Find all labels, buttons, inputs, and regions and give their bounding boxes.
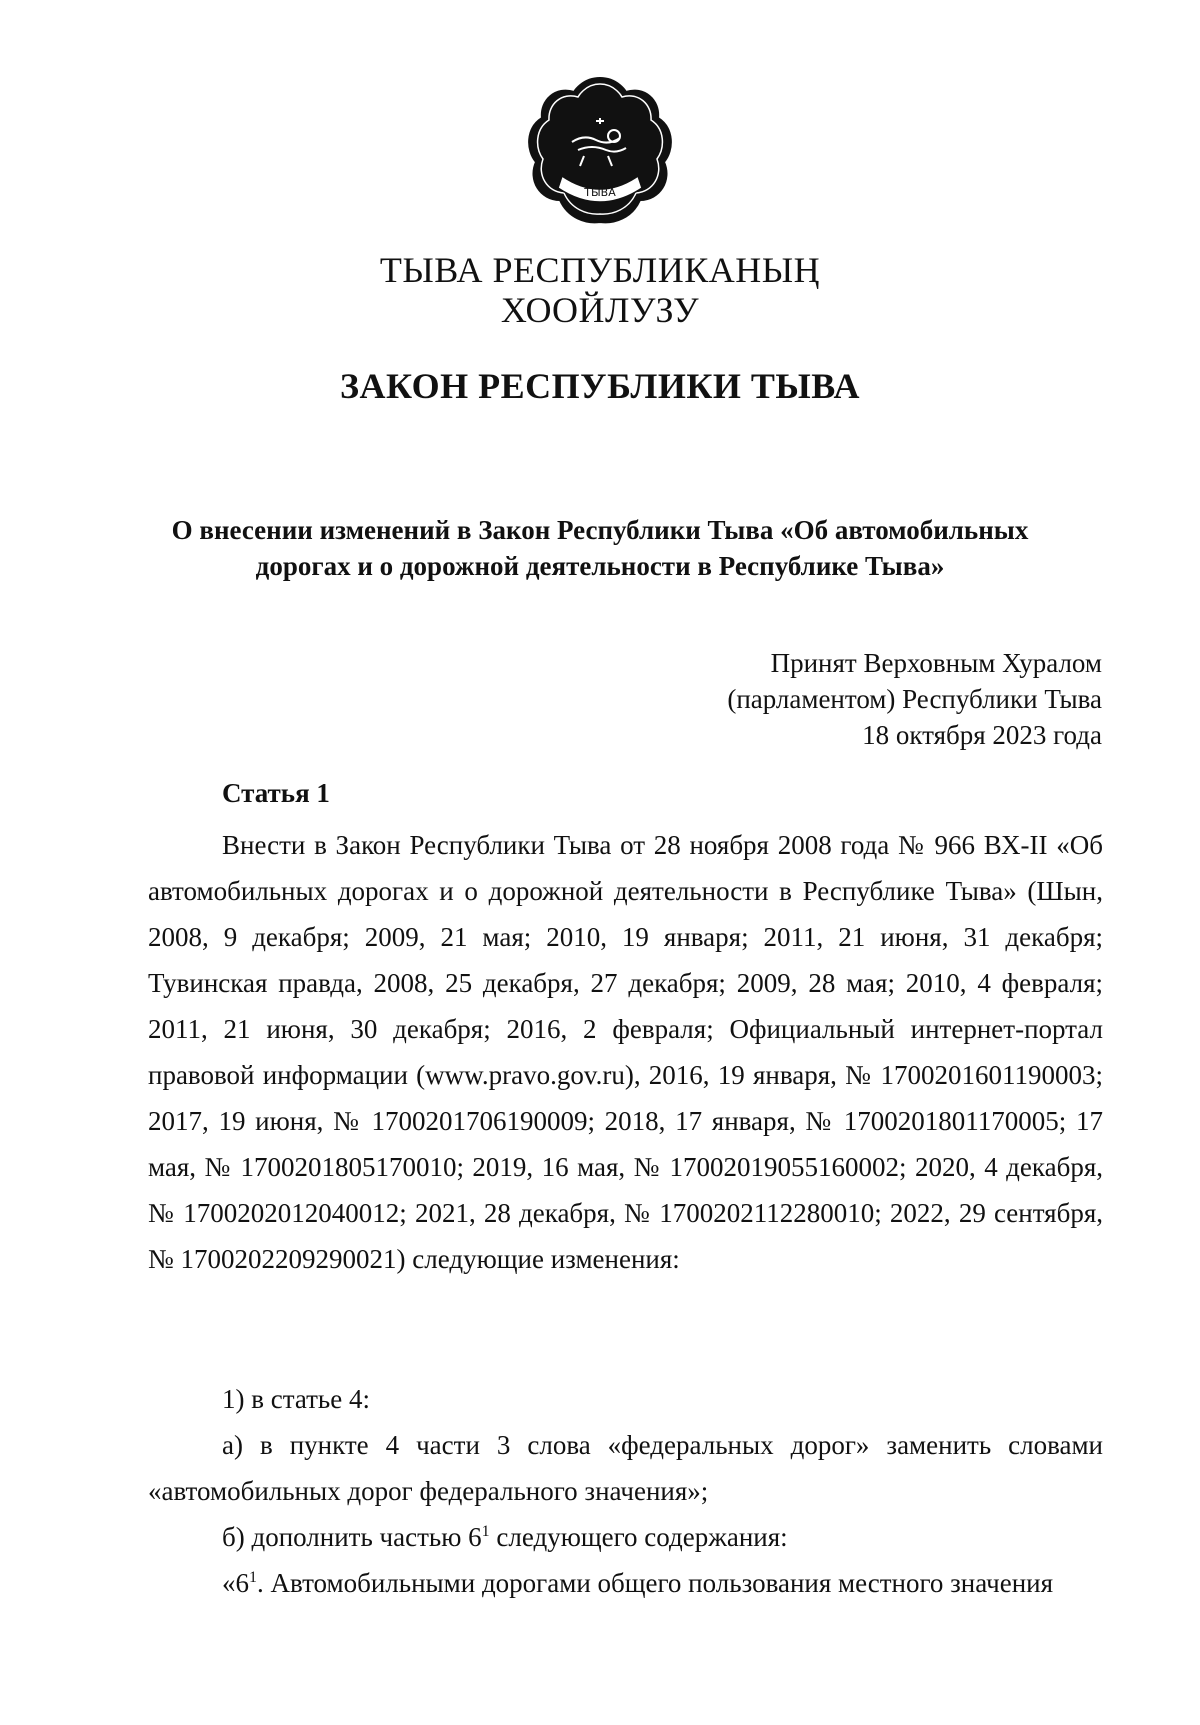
title-russian: ЗАКОН РЕСПУБЛИКИ ТЫВА xyxy=(339,366,861,406)
adoption-line1: Принят Верховным Хуралом xyxy=(770,648,1102,678)
adoption-note xyxy=(727,645,1102,753)
title-native-line1: ТЫВА РЕСПУБЛИКАНЫҢ xyxy=(379,250,821,290)
paragraph-text: Внести в Закон Республики Тыва от 28 ноября 2008 года № 966 ВХ-II «Об автомобильных дорогах и о дорожной деятельности в Республике Тыва» (Шын, 2008, 9 декабря; 2009, 21 мая; 2010, 19 января; 2011, 21 июня, 31 декабря; Тувинская правда, 2008, 25 декабря, 27 декабря; 2009, 28 мая; 2010, 4 февраля; 2011, 21 июня, 30 декабря; 2016, 2 февраля; Официальный интернет-портал правовой информации (www.pravo.gov.ru), 2016, 19 января, № 1700201601190003; 2017, 19 июня, № 1700201706190009; 2018, 17 января, № 1700201801170005; 17 мая, № 1700201805170010; 2019, 16 мая, № 17002019055160002; 2020, 4 декабря, № 1700202012040012; 2021, 28 декабря, № 1700202112280010; 2022, 29 сентября, № 1700202209290021) следующие изменения: xyxy=(148,830,1103,1274)
item-a-text: а) в пункте 4 части 3 слова «федеральных дорог» заменить словами «автомобильных дорог федерального значения»; xyxy=(148,1430,1103,1506)
quote-text xyxy=(148,1560,1103,1606)
item-b-prefix: б) дополнить частью 6 xyxy=(222,1522,482,1552)
title-native-line2: ХООЙЛУЗУ xyxy=(500,290,700,330)
svg-text:ТЫВА: ТЫВА xyxy=(584,186,616,199)
article-quote xyxy=(148,1560,1103,1606)
quote-prefix: «6 xyxy=(222,1568,249,1598)
item-b-superscript: 1 xyxy=(481,1523,490,1540)
article-title: Статья 1 xyxy=(222,778,330,808)
item-1-text: 1) в статье 4: xyxy=(222,1384,370,1414)
article-item-b xyxy=(148,1514,1103,1560)
tuva-coat-of-arms-icon xyxy=(522,72,678,228)
title-native xyxy=(0,250,1200,330)
law-subject-line1: О внесении изменений в Закон Республики Тыва «Об автомобильных xyxy=(171,515,1029,545)
article-item-1 xyxy=(148,1376,1103,1422)
quote-suffix: . Автомобильными дорогами общего пользования местного значения xyxy=(257,1568,1054,1598)
item-b-text xyxy=(148,1514,1103,1560)
law-subject-line2: дорогах и о дорожной деятельности в Республике Тыва» xyxy=(255,551,945,581)
law-subject xyxy=(140,512,1060,584)
article-paragraph-main xyxy=(148,822,1103,1282)
item-b-suffix: следующего содержания: xyxy=(489,1522,788,1552)
quote-superscript: 1 xyxy=(249,1569,257,1586)
article-item-a xyxy=(148,1422,1103,1514)
adoption-line2: (парламентом) Республики Тыва xyxy=(727,684,1102,714)
adoption-date: 18 октября 2023 года xyxy=(862,720,1102,750)
